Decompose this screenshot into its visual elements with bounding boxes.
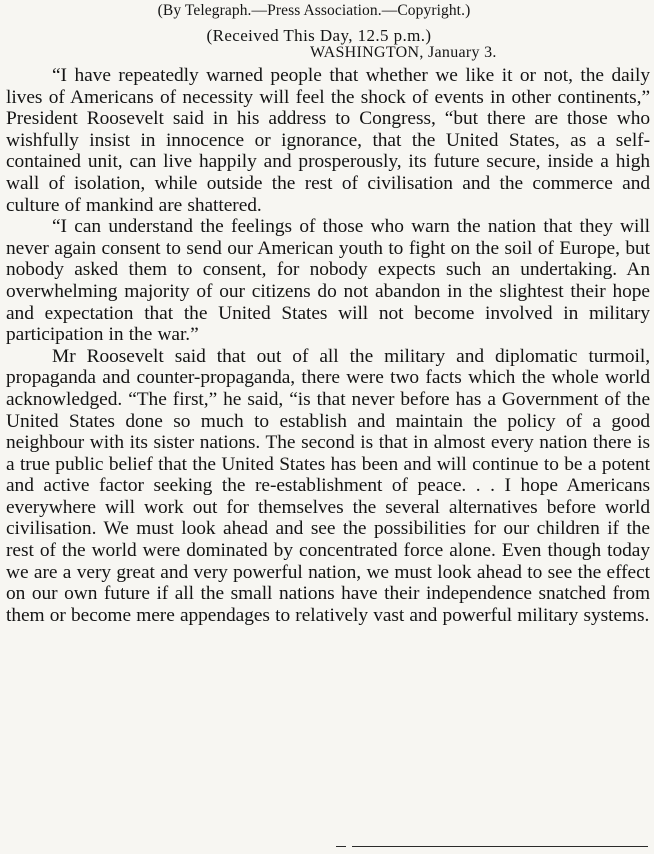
paragraph-2: “I can understand the feelings of those who warn the nation that they will never again consent to send our American youth to fight on the soil of Europe, but nobody asked them to consent, for nobody expects such an undertaking. An overwhelming majority of our citizens do not abandon in the slightest their hope and expectation that the United States will not become involved in military participation in the war.” xyxy=(6,216,650,346)
article-body xyxy=(6,65,650,626)
wire-credit-line: (By Telegraph.—Press Association.—Copyright.) xyxy=(157,2,471,19)
end-rule xyxy=(352,846,648,847)
dateline: WASHINGTON, January 3. xyxy=(310,44,497,61)
paragraph-3: Mr Roosevelt said that out of all the military and diplomatic turmoil, propaganda and counter-propaganda, there were two facts which the whole world acknowledged. “The first,” he said, “is that never before has a Government of the United States done so much to establish and maintain the policy of a good neighbour with its sister nations. The second is that in almost every nation there is a true public belief that the United States has been and will continue to be a potent and active factor seeking the re-establishment of peace. . . I hope Americans everywhere will work out for themselves the several alternatives before world civilisation. We must look ahead and see the possibilities for our children if the rest of the world were dominated by concentrated force alone. Even though today we are a very great and very powerful nation, we must look ahead to see the effect on our own future if all the small nations have their independence snatched from them or become mere appendages to relatively vast and powerful military systems. xyxy=(6,345,650,626)
paragraph-1: “I have repeatedly warned people that whether we like it or not, the daily lives of Americans of necessity will feel the shock of events in other continents,” President Roosevelt said in his address to Congress, “but there are those who wishfully insist in innocence or ignorance, that the United States, as a self-contained unit, can live happily and prosperously, its future secure, inside a high wall of isolation, while outside the rest of civilisation and the commerce and culture of mankind are shattered. xyxy=(6,65,650,216)
received-time-line: (Received This Day, 12.5 p.m.) xyxy=(206,26,432,45)
end-rule-dash xyxy=(336,846,346,847)
